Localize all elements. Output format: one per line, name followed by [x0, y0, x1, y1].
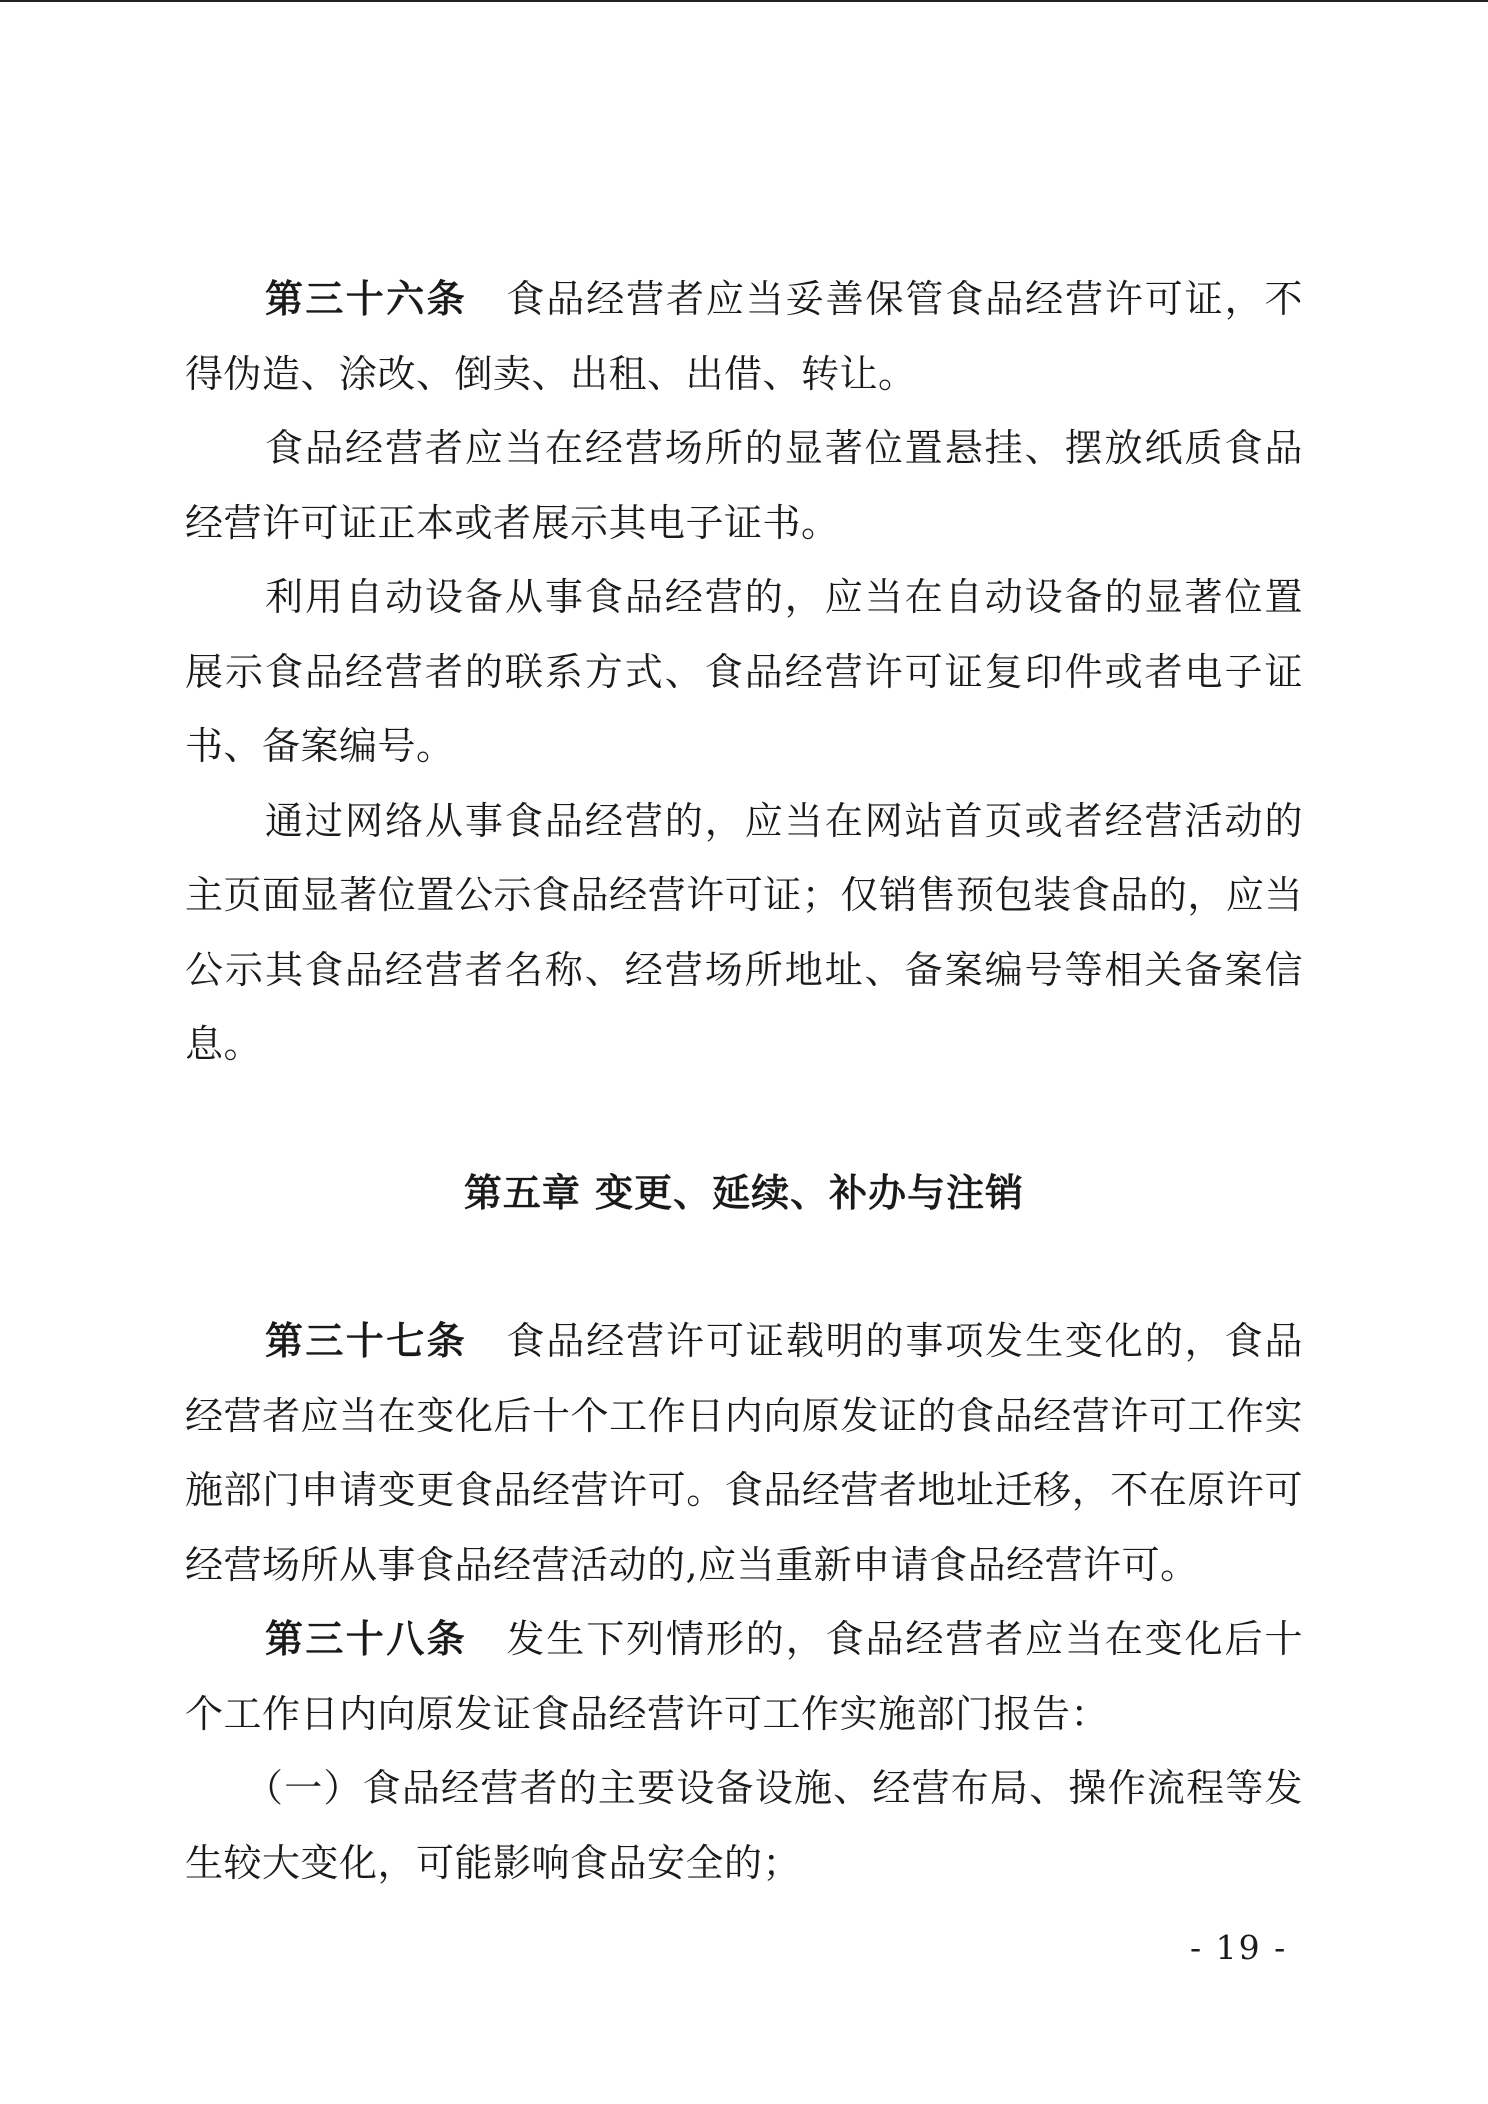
chapter-title: 第五章 变更、延续、补办与注销 — [463, 1170, 1025, 1215]
page-number: - 19 - — [1190, 1928, 1288, 1967]
article-38-text: 发生下列情形的，食品经营者应当在变化后十个工作日内向原发证食品经营许可工作实施部门报告： — [185, 1617, 1303, 1736]
article-38-paragraph — [185, 1602, 1303, 1751]
article-38-item-1: （一）食品经营者的主要设备设施、经营布局、操作流程等发生较大变化，可能影响食品安全的； — [185, 1766, 1303, 1885]
article-36-paragraph-4: 通过网络从事食品经营的，应当在网站首页或者经营活动的主页面显著位置公示食品经营许可证；仅销售预包装食品的，应当公示其食品经营者名称、经营场所地址、备案编号等相关备案信息。 — [185, 798, 1303, 1066]
article-37-number: 第三十七条 — [265, 1319, 467, 1363]
article-36-paragraph-3: 利用自动设备从事食品经营的，应当在自动设备的显著位置展示食品经营者的联系方式、食品经营许可证复印件或者电子证书、备案编号。 — [185, 575, 1303, 768]
article-38-number: 第三十八条 — [265, 1617, 467, 1661]
article-36-number: 第三十六条 — [265, 277, 467, 321]
article-37-paragraph — [185, 1304, 1303, 1602]
article-37-text: 食品经营许可证载明的事项发生变化的，食品经营者应当在变化后十个工作日内向原发证的食品经营许可工作实施部门申请变更食品经营许可。食品经营者地址迁移，不在原许可经营场所从事食品经营活动的,应当重新申请食品经营许可。 — [185, 1319, 1303, 1587]
document-body — [185, 262, 1303, 1900]
article-36-paragraph — [185, 262, 1303, 411]
article-36-text: 食品经营者应当妥善保管食品经营许可证，不得伪造、涂改、倒卖、出租、出借、转让。 — [185, 277, 1303, 396]
article-36-paragraph-2: 食品经营者应当在经营场所的显著位置悬挂、摆放纸质食品经营许可证正本或者展示其电子证书。 — [185, 426, 1303, 545]
page-top-border — [0, 0, 1488, 2]
chapter-heading-block — [185, 1156, 1303, 1231]
